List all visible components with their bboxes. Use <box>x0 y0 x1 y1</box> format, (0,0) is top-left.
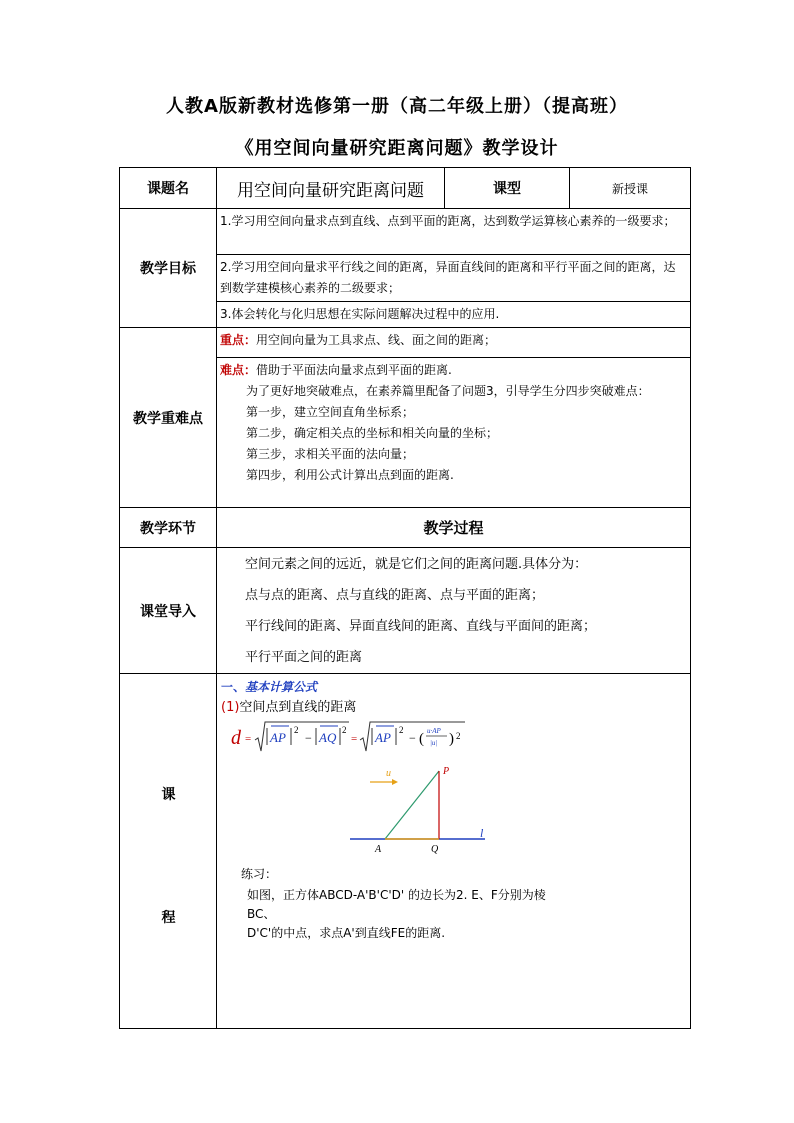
objectives-label: 教学目标 <box>120 209 217 328</box>
formula-exp-4: 2 <box>456 731 461 741</box>
svg-text:=: = <box>351 733 358 745</box>
intro-line: 平行线间的距离、异面直线间的距离、直线与平面间的距离； <box>245 618 597 634</box>
key-points-label: 教学重难点 <box>120 328 217 508</box>
distance-formula <box>229 718 469 758</box>
section-heading: 基本计算公式 <box>245 680 318 694</box>
objective-1: 1.学习用空间向量求点到直线、点到平面的距离，达到数学运算核心素养的一级要求； <box>217 209 691 255</box>
type-label: 课型 <box>445 168 570 209</box>
intro-line: 空间元素之间的远近，就是它们之间的距离问题.具体分为： <box>245 556 588 572</box>
formula-exp-1: 2 <box>294 725 299 735</box>
svg-text:(: ( <box>419 731 424 747</box>
difficulty-line: 第二步，确定相关点的坐标和相关向量的坐标； <box>246 426 499 440</box>
subsection-title: 空间点到直线的距离 <box>239 700 357 715</box>
difficulty-line: 为了更好地突破难点，在素养篇里配备了问题3，引导学生分四步突破难点： <box>246 384 650 398</box>
difficulty-line: 第三步，求相关平面的法向量； <box>246 447 415 461</box>
difficulty-line: 第一步，建立空间直角坐标系； <box>246 405 415 419</box>
objective-3: 3.体会转化与化归思想在实际问题解决过程中的应用. <box>217 302 691 328</box>
formula-exp-2: 2 <box>342 725 347 735</box>
exercise-text: 如图，正方体ABCD-A'B'C'D' 的边长为2. E、F分别为棱 <box>247 888 546 902</box>
exercise-text: BC、 <box>247 907 276 921</box>
point-p-label: P <box>443 766 450 777</box>
vector-u-label: u <box>386 768 391 779</box>
document-subtitle: 《用空间向量研究距离问题》教学设计 <box>235 138 559 159</box>
formula-d: d <box>231 727 241 749</box>
difficulty-tag: 难点： <box>220 363 257 377</box>
line-l-label: l <box>480 826 484 840</box>
formula-exp-3: 2 <box>399 725 404 735</box>
intro-line: 点与点的距离、点与直线的距离、点与平面的距离； <box>245 587 545 603</box>
document-title: 人教A版新教材选修第一册（高二年级上册）（提高班） <box>166 96 628 117</box>
point-line-distance-figure <box>350 762 510 862</box>
intro-label: 课堂导入 <box>120 548 217 674</box>
svg-text:−: − <box>409 731 416 745</box>
intro-line: 平行平面之间的距离 <box>245 649 363 665</box>
svg-text:): ) <box>449 731 454 747</box>
fraction-numerator: u·AP <box>427 727 441 735</box>
exercise-label: 练习： <box>241 867 278 881</box>
formula-ap: AP <box>270 730 286 745</box>
focus-tag: 重点： <box>220 333 257 347</box>
process-label-top: 课 <box>161 787 176 803</box>
point-q-label: Q <box>431 844 439 855</box>
section-right-header: 教学过程 <box>217 508 691 548</box>
point-a-label: A <box>375 844 382 855</box>
objective-2: 2.学习用空间向量求平行线之间的距离，异面直线间的距离和平行平面之间的距离，达到数学建模核心素养的二级要求； <box>217 255 691 302</box>
heading-number: 一、 <box>221 680 246 694</box>
process-label-bottom: 程 <box>161 910 176 926</box>
formula-ap-2: AP <box>375 730 391 745</box>
subsection-number: (1) <box>221 700 240 715</box>
exercise-text: D'C'的中点，求点A'到直线FE的距离. <box>247 926 446 940</box>
svg-text:−: − <box>305 731 312 745</box>
topic-value: 用空间向量研究距离问题 <box>217 168 445 209</box>
svg-text:=: = <box>245 733 252 745</box>
section-left-header: 教学环节 <box>120 508 217 548</box>
difficulty-line: 第四步，利用公式计算出点到面的距离. <box>246 468 454 482</box>
difficulty-text: 借助于平面法向量求点到平面的距离. <box>256 363 452 377</box>
formula-aq: AQ <box>319 730 337 745</box>
lesson-plan-table <box>119 167 691 1029</box>
focus-text: 用空间向量为工具求点、线、面之间的距离； <box>256 333 497 347</box>
type-value: 新授课 <box>570 168 691 209</box>
topic-label: 课题名 <box>120 168 217 209</box>
fraction-denominator: |u| <box>430 739 438 747</box>
